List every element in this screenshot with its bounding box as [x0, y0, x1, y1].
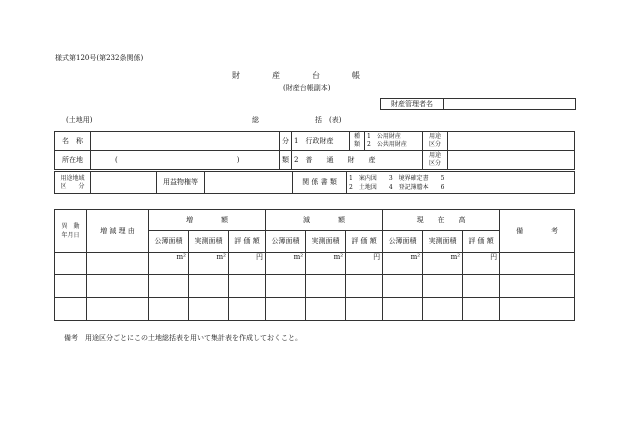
table-cell[interactable] — [189, 275, 229, 298]
general-property-option: 2 普 通 財 産 — [292, 151, 423, 170]
manager-table — [380, 98, 576, 110]
date-header: 異 動 年月日 — [55, 210, 87, 253]
table-cell[interactable] — [500, 253, 575, 275]
table-cell[interactable]: m² — [189, 253, 229, 275]
shurui-label: 種 類 — [350, 132, 365, 151]
reason-header: 増 減 理 由 — [87, 210, 149, 253]
dec-valuation-header: 評 価 額 — [346, 231, 383, 253]
table-cell[interactable] — [55, 253, 87, 275]
table-row — [55, 275, 575, 298]
cur-valuation-header: 評 価 額 — [463, 231, 500, 253]
usage-field-bottom[interactable] — [448, 151, 575, 170]
table-cell[interactable] — [87, 298, 149, 321]
property-info-table — [54, 131, 575, 170]
usage-label-bottom: 用途 区分 — [423, 151, 448, 170]
table-cell[interactable] — [500, 298, 575, 321]
bunrui-label-top: 分 — [280, 132, 292, 151]
table-cell[interactable] — [189, 298, 229, 321]
location-label: 所在地 — [55, 151, 91, 170]
dec-public-area-header: 公簿面積 — [266, 231, 306, 253]
form-subtitle: (財産台帳副本) — [283, 84, 331, 92]
table-cell[interactable] — [306, 275, 346, 298]
table-cell[interactable] — [55, 275, 87, 298]
table-cell[interactable] — [306, 298, 346, 321]
form-number: 様式第120号(第232条関係) — [55, 54, 144, 62]
docs-label: 関 係 書 類 — [293, 172, 347, 194]
inc-actual-area-header: 実測面積 — [189, 231, 229, 253]
building-label: 用益物権等 — [157, 172, 205, 194]
table-row — [55, 253, 575, 275]
table-cell[interactable] — [266, 275, 306, 298]
manager-name-field[interactable] — [444, 99, 576, 110]
form-title: 財 産 台 帳 — [232, 71, 360, 80]
manager-label: 財産管理者名 — [381, 99, 444, 110]
table-cell[interactable] — [383, 298, 423, 321]
docs-list: 1 案内図 3 境界確定書 5 2 土地図 4 登記簿謄本 6 — [347, 172, 575, 194]
bunrui-label-bottom: 類 — [280, 151, 292, 170]
table-cell[interactable] — [229, 298, 266, 321]
table-cell[interactable] — [149, 298, 189, 321]
table-cell[interactable] — [87, 253, 149, 275]
area-field[interactable] — [91, 172, 157, 194]
table-cell[interactable] — [87, 275, 149, 298]
building-field[interactable] — [205, 172, 293, 194]
table-row — [55, 298, 575, 321]
location-field[interactable]: ( ) — [91, 151, 280, 170]
table-cell[interactable]: m² — [383, 253, 423, 275]
table-cell[interactable]: m² — [266, 253, 306, 275]
cur-actual-area-header: 実測面積 — [423, 231, 463, 253]
cur-public-area-header: 公簿面積 — [383, 231, 423, 253]
table-cell[interactable]: 円 — [463, 253, 500, 275]
table-cell[interactable] — [55, 298, 87, 321]
table-cell[interactable] — [463, 275, 500, 298]
table-cell[interactable]: 円 — [229, 253, 266, 275]
usage-label-top: 用途 区分 — [423, 132, 448, 151]
table-cell[interactable] — [423, 275, 463, 298]
name-field[interactable] — [91, 132, 280, 151]
current-header: 現 在 高 — [383, 210, 500, 231]
table-cell[interactable] — [149, 275, 189, 298]
remarks-header: 備 考 — [500, 210, 575, 253]
table-cell[interactable]: m² — [423, 253, 463, 275]
table-cell[interactable] — [500, 275, 575, 298]
area-label: 用途地域 区 分 — [55, 172, 91, 194]
table-cell[interactable]: m² — [306, 253, 346, 275]
table-cell[interactable] — [266, 298, 306, 321]
table-cell[interactable] — [423, 298, 463, 321]
table-cell[interactable]: 円 — [346, 253, 383, 275]
table-cell[interactable] — [229, 275, 266, 298]
table-cell[interactable] — [346, 298, 383, 321]
dec-actual-area-header: 実測面積 — [306, 231, 346, 253]
table-cell[interactable] — [463, 298, 500, 321]
inc-public-area-header: 公簿面積 — [149, 231, 189, 253]
footnote: 備考 用途区分ごとにこの土地総括表を用いて集計表を作成しておくこと。 — [64, 334, 302, 342]
table-cell[interactable]: m² — [149, 253, 189, 275]
inc-valuation-header: 評 価 額 — [229, 231, 266, 253]
admin-property-option: 1 行政財産 — [292, 132, 350, 151]
table-cell[interactable] — [346, 275, 383, 298]
name-label: 名 称 — [55, 132, 91, 151]
summary-title: 総 括 (表) — [252, 116, 342, 124]
land-label: (土地用) — [66, 116, 93, 124]
table-cell[interactable] — [383, 275, 423, 298]
usage-field-top[interactable] — [448, 132, 575, 151]
kind-options: 1 公用財産 2 公共用財産 — [365, 132, 423, 151]
decrease-header: 減 額 — [266, 210, 383, 231]
ledger-table — [54, 209, 575, 321]
increase-header: 増 額 — [149, 210, 266, 231]
property-extra-table — [54, 171, 575, 194]
